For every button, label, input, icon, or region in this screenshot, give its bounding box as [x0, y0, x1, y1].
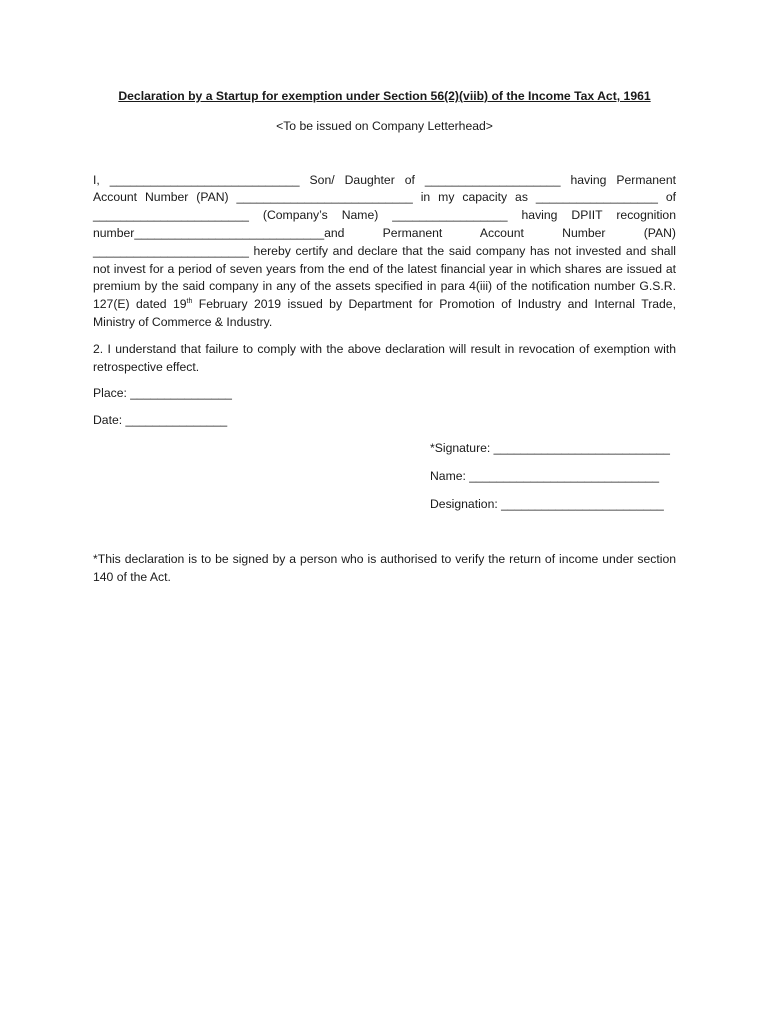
date-ordinal-suffix: th [186, 298, 193, 306]
signature-field: *Signature: __________________________ [430, 440, 670, 455]
name-field: Name: ____________________________ [430, 468, 660, 483]
understanding-paragraph: 2. I understand that failure to comply with the above declaration will result in revocation of exemption with retrospective effect. [93, 341, 676, 374]
date-field: Date: _______________ [93, 413, 228, 428]
declaration-text-part2: February 2019 issued by Department for Promotion of Industry and Internal Trade, Ministry of Commerce & Industry. [93, 297, 676, 329]
declaration-paragraph [93, 172, 676, 332]
designation-field: Designation: ________________________ [430, 496, 664, 511]
document-subtitle: <To be issued on Company Letterhead> [276, 118, 493, 133]
declaration-page [93, 88, 676, 587]
declaration-text-part1: I, ____________________________ Son/ Daughter of ____________________ having Permanent Account Number (PAN) __________________________ in my capacity as __________________ of _______________________ (Company’s Name) _________________ having DPIIT recognition number____________________________and Permanent Account Number (PAN) _______________________ hereby certify and declare that the said company has not invested and shall not invest for a period of seven years from the end of the latest financial year in which shares are issued at premium by the said company in any of the assets specified in para 4(iii) of the notification number G.S.R. 127(E) dated 19 [93, 172, 676, 312]
signature-block [430, 440, 676, 513]
footnote: *This declaration is to be signed by a person who is authorised to verify the return of income under section 140 of the Act. [93, 552, 676, 585]
place-field: Place: _______________ [93, 386, 232, 401]
document-title: Declaration by a Startup for exemption under Section 56(2)(viib) of the Income Tax Act, 1961 [118, 89, 651, 103]
